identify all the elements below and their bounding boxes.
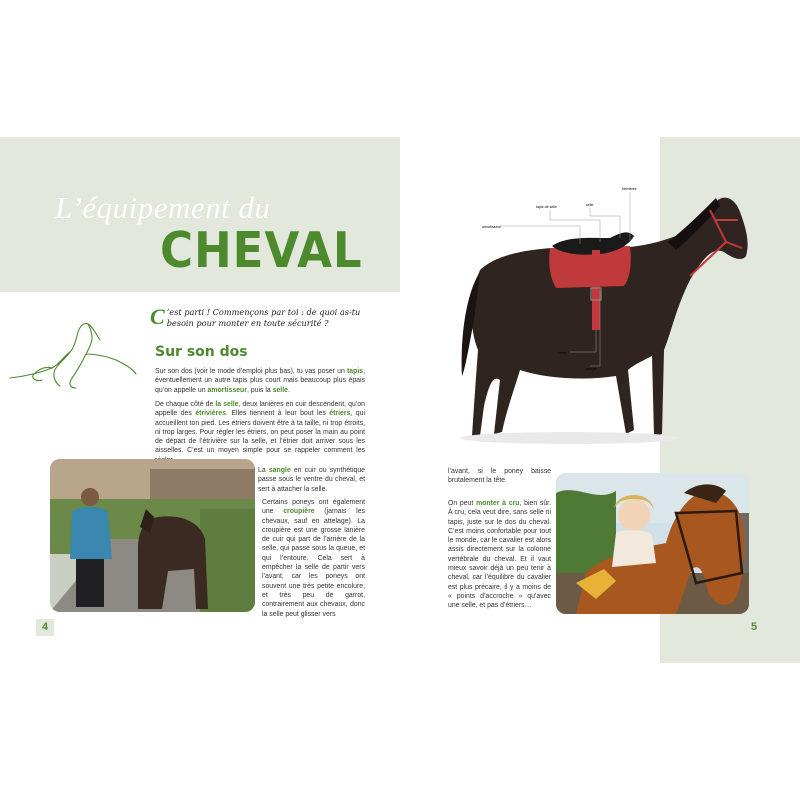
paragraph-girth	[258, 466, 365, 494]
text: , bien sûr. À cru, cela veut dire, sans selle ni tapis, juste sur le dos du cheval. C’est moins confortable pour tout le monde, car le cavalier est alors assis directement sur la colonne vertébrale du cheval. Et il vaut mieux savoir déjà un peu tenir à cheval, car l’équilibre du cavalier est plus précaire, il y a moins de « points d’accroche » qu’avec une selle, et pas d’étriers…	[448, 500, 551, 610]
page-number-left: 4	[36, 619, 54, 636]
text: en cuir ou synthétique passe sous le ventre du cheval, et sert à attacher la selle.	[258, 467, 365, 493]
intro-text: ’est parti ! Commençons par toi : de quoi as-tu besoin pour monter en toute sécurité ?	[166, 307, 361, 328]
text: , qui accueillent ton pied. Les étriers doivent être à ta taille, ni trop étroits, ni trop larges. Pour régler les étriers, on peut poser la main au point de départ de l’étrivière sur la selle, et l’étrier doit arriver sous les aisselles. C’est un moyen simple pour se rappeler comment les	[155, 410, 365, 455]
text: .	[287, 386, 290, 394]
intro-drop-cap: C	[150, 304, 165, 329]
label-tapis: tapis de selle	[536, 205, 557, 209]
text: . Elles tiennent à leur bout les	[225, 410, 330, 418]
text: De chaque côté de	[155, 401, 216, 408]
paragraph-continued: l’avant, si le poney baisse brutalement la tête.	[448, 468, 551, 485]
text: (jamais les chevaux, sauf en attelage). La croupière est une grosse lanière de cuir qui part de l’arrière de la selle, qui passe sous la queue, et qui l’entoure. Cela sert à empêcher la selle de partir vers l’avant, car les poneys ont souvent une très petite encolure, et très peu de garrot, contrairement aux chevaux, donc la selle peut glisser vers	[262, 508, 365, 618]
title-line2: CHEVAL	[160, 222, 363, 279]
text: , puis la	[246, 386, 273, 394]
label-amortisseur: amortisseur	[482, 225, 501, 229]
paragraph-stirrups	[155, 400, 365, 465]
photo-rider-leading-horse	[50, 459, 255, 612]
page-number-right: 5	[745, 619, 763, 636]
text: , éventuellement un autre tapis plus court mais beaucoup plus épais qu’on appelle un	[155, 368, 365, 394]
paragraph-bareback	[448, 499, 551, 611]
label-etrivieres: étrivières	[622, 187, 637, 191]
keyword-monter-a-cru: monter à cru	[476, 500, 520, 507]
label-sangle: sangle	[586, 367, 597, 371]
paragraph-saddle-pad	[155, 367, 365, 395]
text: La	[258, 467, 269, 474]
intro-question	[150, 304, 365, 329]
text: , deux lanières en cuir descendent, qu’on appelle des	[155, 401, 365, 418]
horse-sketch-illustration	[8, 312, 138, 390]
text: Certains poneys ont également une	[262, 499, 365, 516]
saddled-horse-diagram	[440, 180, 760, 450]
keyword-amortisseur: amortisseur	[207, 386, 247, 394]
title-line1: L’équipement du	[55, 190, 271, 225]
section-heading: Sur son dos	[155, 344, 248, 360]
keyword-etriers: étriers	[329, 410, 351, 418]
keyword-croupiere: croupière	[283, 508, 315, 516]
label-selle: selle	[586, 203, 594, 207]
text: Sur son dos (voir le mode d’emploi plus bas), tu vas poser un	[155, 368, 347, 375]
keyword-etrivieres: étrivières	[195, 410, 226, 418]
keyword-sangle: sangle	[268, 467, 291, 474]
keyword-selle: selle	[272, 386, 288, 394]
paragraph-crupper	[262, 498, 365, 619]
keyword-la-selle: la selle	[215, 401, 239, 408]
text: On peut	[448, 500, 477, 507]
photo-child-on-pony	[556, 473, 749, 614]
keyword-tapis: tapis	[346, 368, 364, 375]
label-etrier: étrier	[558, 351, 567, 355]
